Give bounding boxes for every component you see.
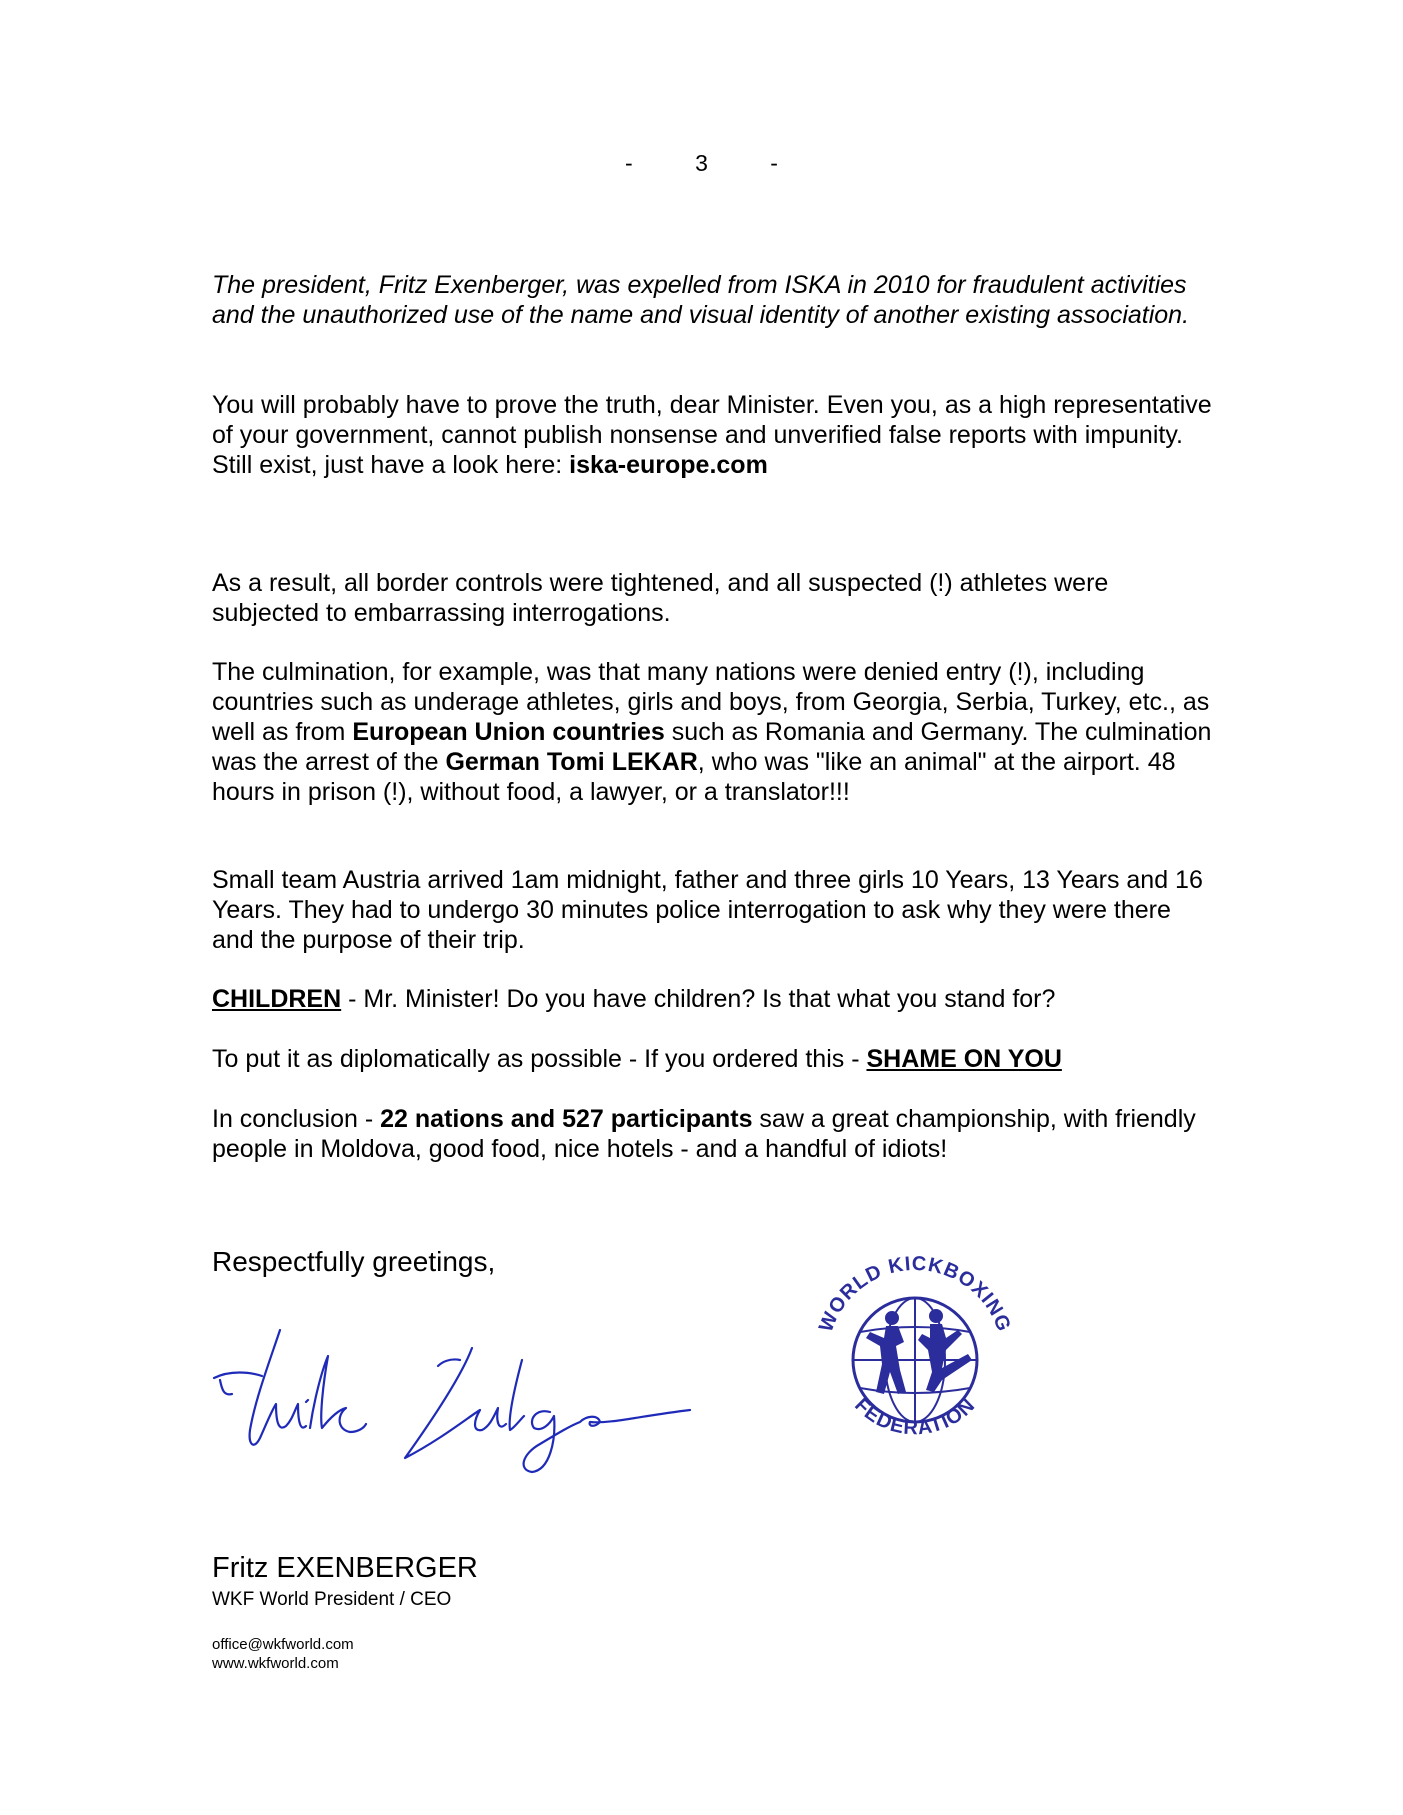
culmination-text-e: , who was "like an animal" at the airport. 48 hours in prison (!), without food, a lawyer, or a translator!!! <box>212 748 1176 806</box>
page-dash-right: - <box>770 150 778 176</box>
page-dash-left: - <box>625 150 633 176</box>
eu-countries-bold: European Union countries <box>352 718 665 746</box>
children-text: - Mr. Minister! Do you have children? Is that what you stand for? <box>341 985 1056 1013</box>
sender-title: WKF World President / CEO <box>212 1589 452 1610</box>
fighters-icon <box>866 1309 972 1394</box>
signature <box>210 1320 700 1480</box>
wkf-logo <box>800 1242 1030 1472</box>
paragraph-team-austria: Small team Austria arrived 1am midnight, father and three girls 10 Years, 13 Years and 16 Years. They had to undergo 30 minutes police interrogation to ask why they were there and the purpose of their trip. <box>212 866 1203 954</box>
paragraph-prove-truth <box>212 390 1212 480</box>
contact-website[interactable]: www.wkfworld.com <box>212 1655 339 1672</box>
paragraph-conclusion <box>212 1104 1212 1164</box>
paragraph-border-controls: As a result, all border controls were tightened, and all suspected (!) athletes were subjected to embarrassing interrogations. <box>212 569 1109 627</box>
german-tomi-lekar-bold: German Tomi LEKAR <box>445 748 698 776</box>
paragraph-shame <box>212 1044 1212 1074</box>
paragraph-culmination <box>212 657 1212 807</box>
paragraph-children <box>212 984 1212 1014</box>
page-number-value: 3 <box>695 150 708 176</box>
shame-text: To put it as diplomatically as possible - If you ordered this - <box>212 1045 867 1073</box>
contact-email[interactable]: office@wkfworld.com <box>212 1636 354 1653</box>
page-number <box>0 150 1403 177</box>
culmination-text-c: such as Romania and Germany. The culmination was the arrest of the <box>212 718 1212 776</box>
logo-top-text: WORLD KICKBOXING <box>815 1252 1015 1336</box>
sender-name: Fritz EXENBERGER <box>212 1552 478 1584</box>
conclusion-text-a: In conclusion - <box>212 1105 381 1133</box>
conclusion-text-c: saw a great championship, with friendly people in Moldova, good food, nice hotels - and a handful of idiots! <box>212 1105 1196 1163</box>
paragraph-prove-truth-text: You will probably have to prove the truth, dear Minister. Even you, as a high representative of your government, cannot publish nonsense and unverified false reports with impunity. Still exist, just have a look here: <box>212 391 1212 479</box>
logo-bottom-text: FEDERATION <box>850 1393 980 1440</box>
culmination-text-a: The culmination, for example, was that many nations were denied entry (!), including countries such as underage athletes, girls and boys, from Georgia, Serbia, Turkey, etc., as well as from <box>212 658 1210 746</box>
paragraph-expelled: The president, Fritz Exenberger, was expelled from ISKA in 2010 for fraudulent activities and the unauthorized use of the name and visual identity of another existing association. <box>212 271 1190 329</box>
children-heading: CHILDREN <box>212 985 342 1013</box>
iska-europe-link: iska-europe.com <box>569 451 768 479</box>
closing-greeting: Respectfully greetings, <box>212 1246 496 1277</box>
shame-on-you: SHAME ON YOU <box>866 1045 1062 1073</box>
nations-participants-bold: 22 nations and 527 participants <box>380 1105 753 1133</box>
